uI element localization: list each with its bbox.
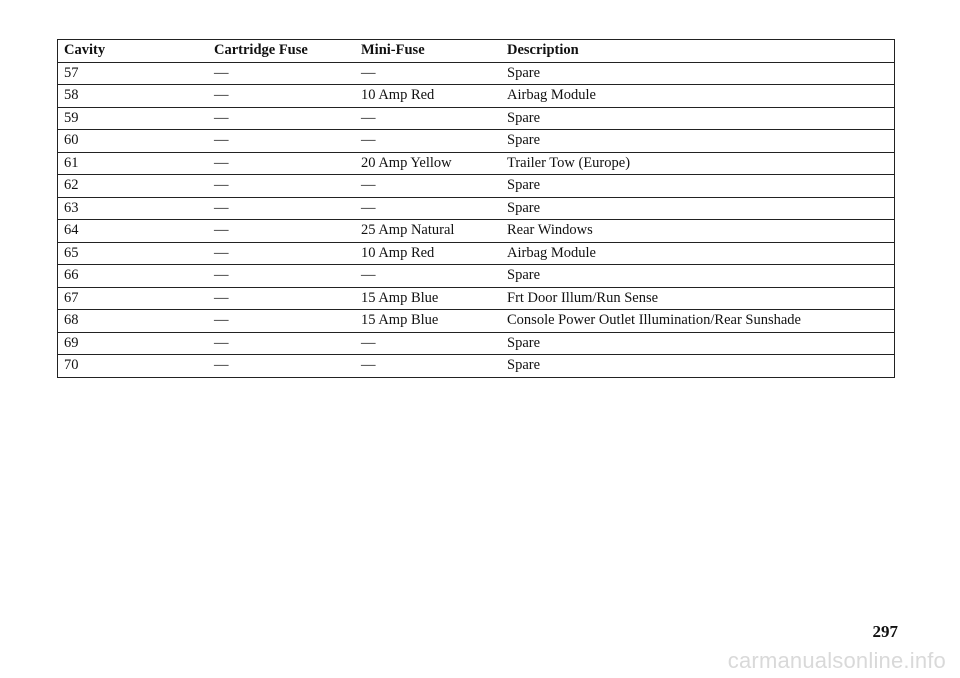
cell-mini-fuse: — [355,107,501,130]
cell-cavity: 63 [58,197,209,220]
cell-cavity: 68 [58,310,209,333]
watermark-logo: carmanualsonline.info [727,648,946,673]
cell-cavity: 70 [58,355,209,378]
table-row [58,107,895,130]
table-row [58,287,895,310]
cell-description: Spare [501,62,895,85]
cell-cartridge-fuse: — [208,197,355,220]
table-row [58,85,895,108]
cell-mini-fuse: 10 Amp Red [355,85,501,108]
cell-mini-fuse: — [355,130,501,153]
cell-cavity: 61 [58,152,209,175]
cell-cartridge-fuse: — [208,265,355,288]
cell-description: Airbag Module [501,242,895,265]
cell-cavity: 66 [58,265,209,288]
cell-mini-fuse: — [355,175,501,198]
cell-mini-fuse: — [355,332,501,355]
cell-cavity: 59 [58,107,209,130]
header-cartridge-fuse: Cartridge Fuse [208,40,355,63]
cell-cartridge-fuse: — [208,85,355,108]
cell-description: Spare [501,355,895,378]
cell-mini-fuse: 25 Amp Natural [355,220,501,243]
table-row [58,175,895,198]
cell-cavity: 67 [58,287,209,310]
cell-mini-fuse: 15 Amp Blue [355,287,501,310]
cell-cavity: 65 [58,242,209,265]
table-row [58,197,895,220]
cell-description: Trailer Tow (Europe) [501,152,895,175]
cell-cartridge-fuse: — [208,62,355,85]
table-row [58,310,895,333]
cell-cartridge-fuse: — [208,287,355,310]
cell-mini-fuse: 15 Amp Blue [355,310,501,333]
cell-cartridge-fuse: — [208,130,355,153]
cell-mini-fuse: — [355,62,501,85]
fuse-table [57,39,895,378]
cell-description: Frt Door Illum/Run Sense [501,287,895,310]
table-row [58,220,895,243]
table-row [58,242,895,265]
table-header-row [58,40,895,63]
cell-cartridge-fuse: — [208,310,355,333]
table-row [58,152,895,175]
cell-cavity: 57 [58,62,209,85]
table-row [58,332,895,355]
cell-cavity: 60 [58,130,209,153]
page-number: 297 [872,622,898,641]
cell-description: Spare [501,130,895,153]
cell-mini-fuse: 10 Amp Red [355,242,501,265]
header-mini-fuse: Mini-Fuse [355,40,501,63]
cell-cartridge-fuse: — [208,355,355,378]
cell-cartridge-fuse: — [208,107,355,130]
header-description: Description [501,40,895,63]
table-row [58,265,895,288]
cell-cavity: 58 [58,85,209,108]
cell-cartridge-fuse: — [208,175,355,198]
cell-cavity: 69 [58,332,209,355]
table-row [58,130,895,153]
cell-description: Spare [501,265,895,288]
cell-description: Rear Windows [501,220,895,243]
table-row [58,355,895,378]
cell-description: Spare [501,107,895,130]
cell-description: Spare [501,197,895,220]
cell-cartridge-fuse: — [208,332,355,355]
cell-mini-fuse: 20 Amp Yellow [355,152,501,175]
cell-cavity: 62 [58,175,209,198]
cell-description: Spare [501,175,895,198]
table-row [58,62,895,85]
cell-description: Console Power Outlet Illumination/Rear Sunshade [501,310,895,333]
header-cavity: Cavity [58,40,209,63]
cell-description: Spare [501,332,895,355]
cell-cavity: 64 [58,220,209,243]
cell-cartridge-fuse: — [208,152,355,175]
cell-mini-fuse: — [355,265,501,288]
cell-description: Airbag Module [501,85,895,108]
cell-mini-fuse: — [355,197,501,220]
cell-cartridge-fuse: — [208,220,355,243]
cell-mini-fuse: — [355,355,501,378]
cell-cartridge-fuse: — [208,242,355,265]
